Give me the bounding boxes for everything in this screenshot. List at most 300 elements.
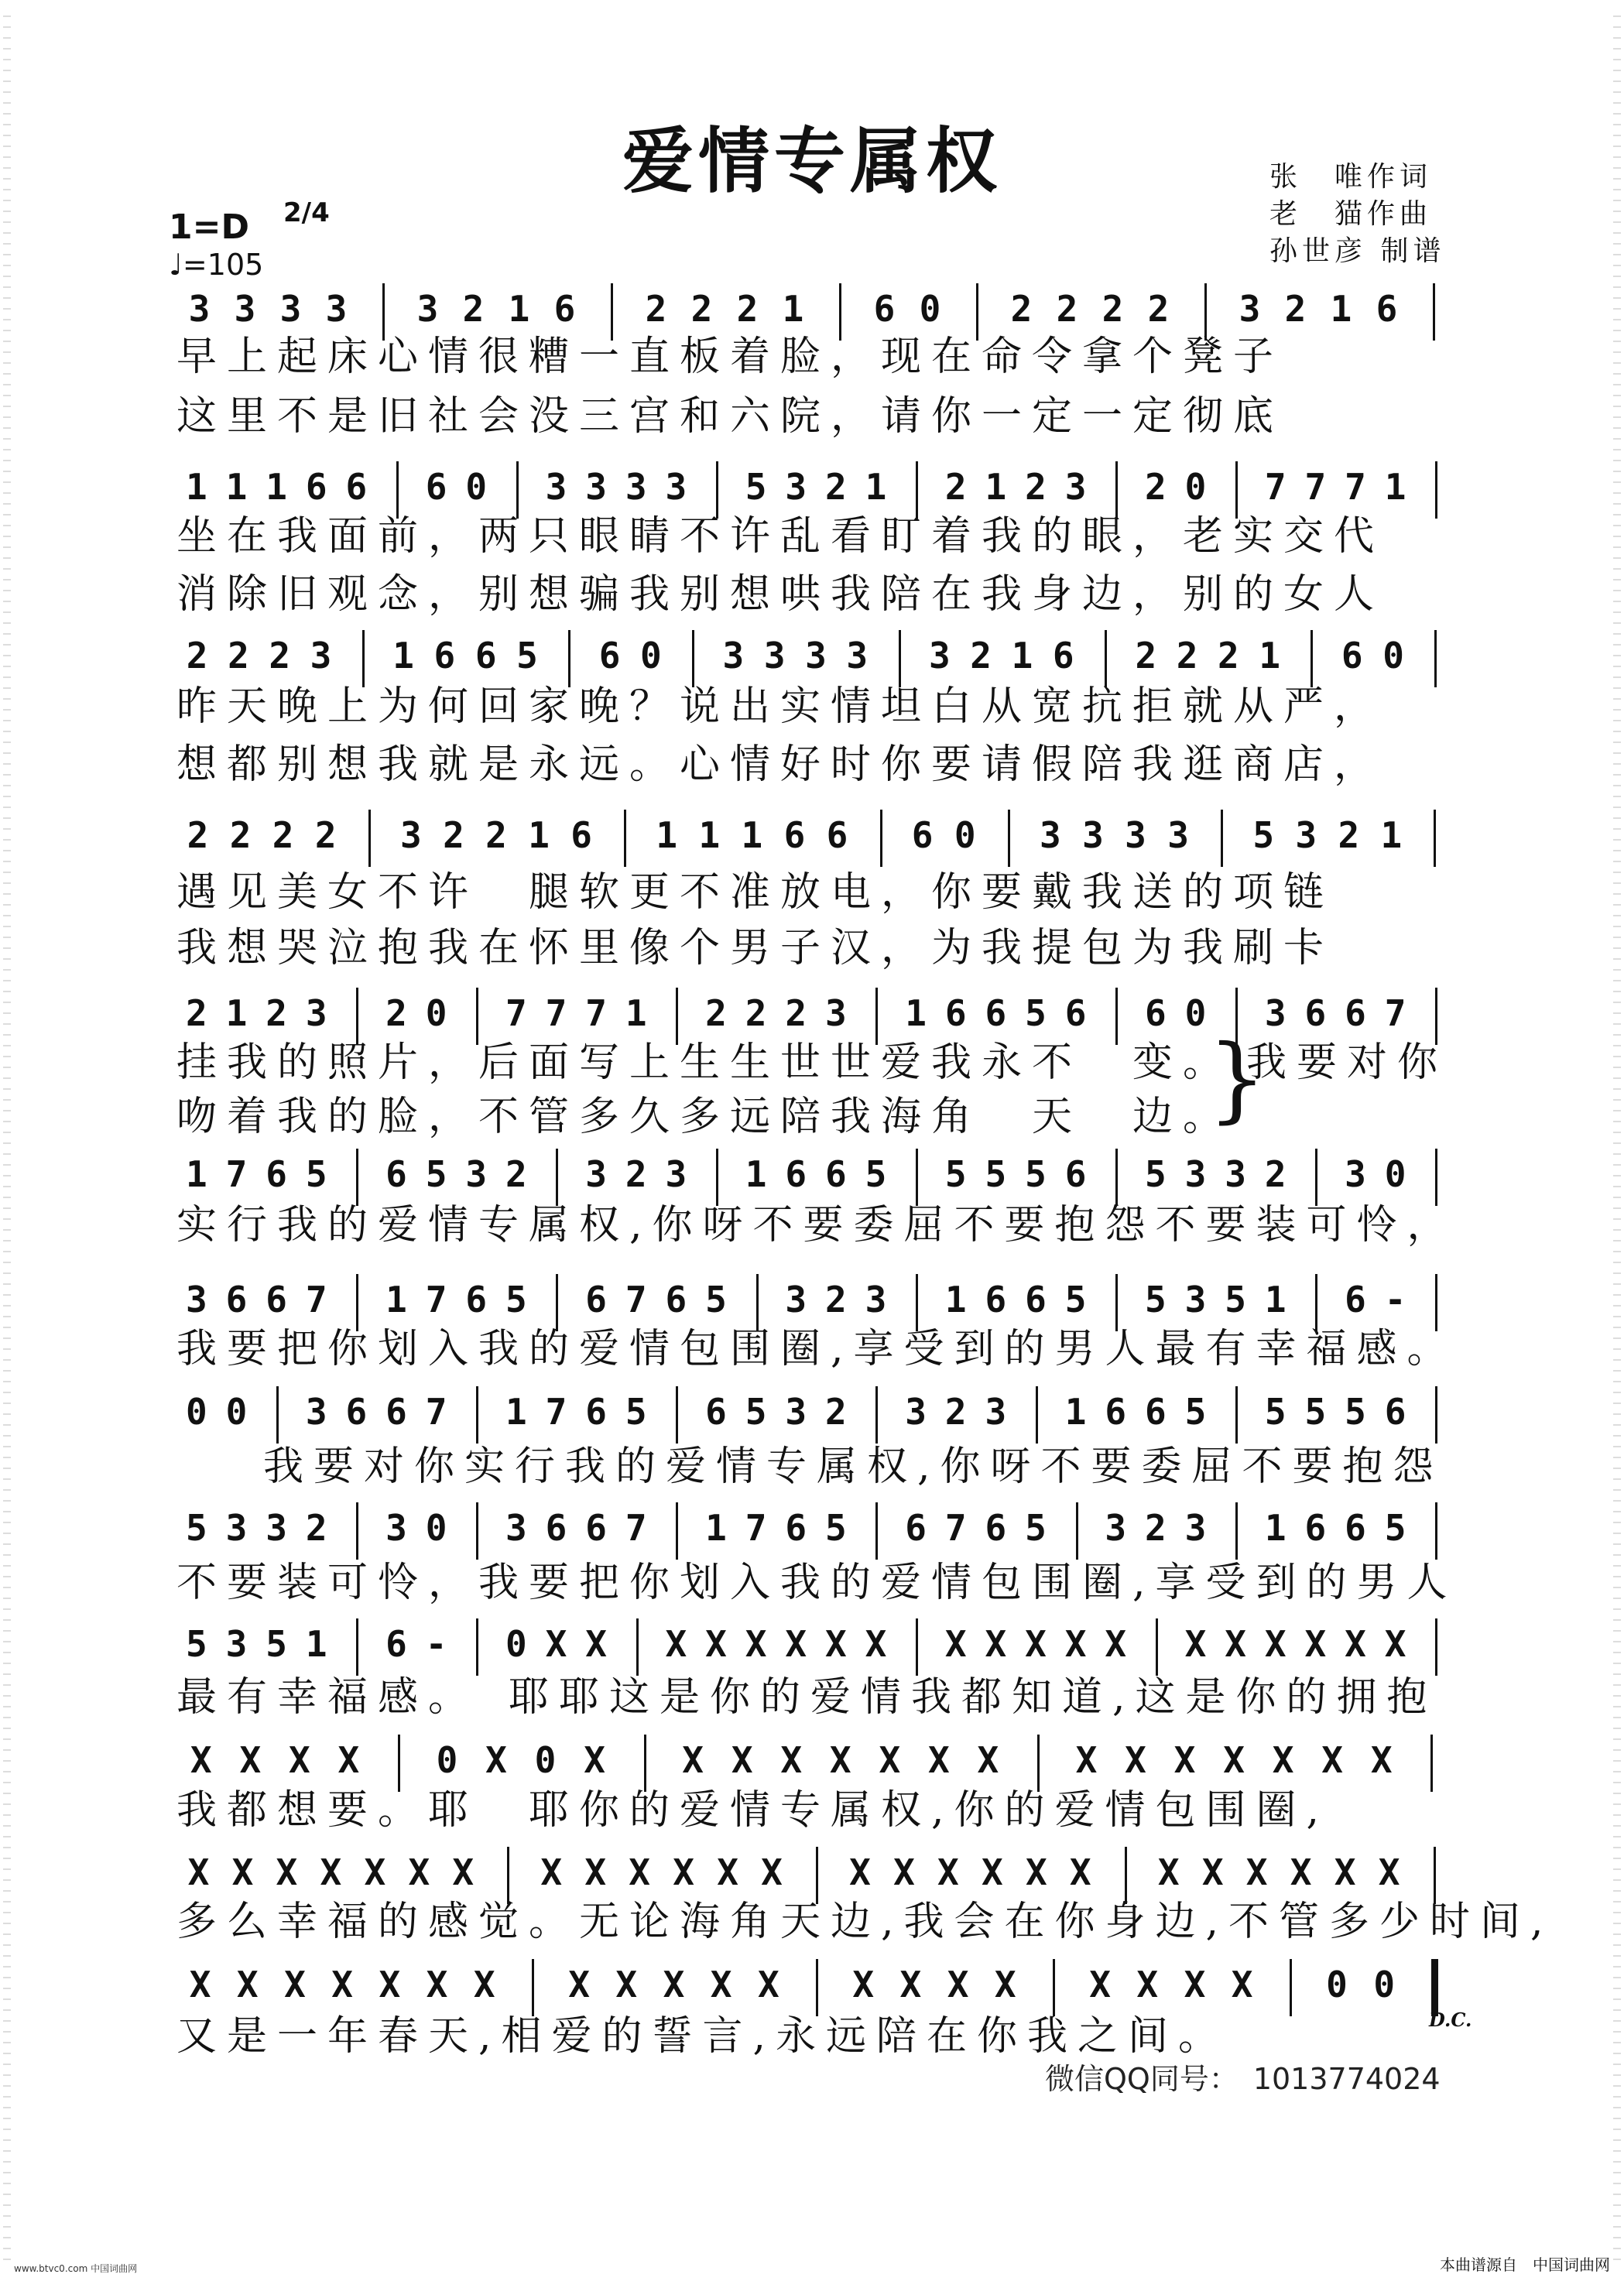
lyric-line: 我要把你划入我的爱情包围圈,享受到的男人最有幸福感。 <box>176 1326 1458 1372</box>
note: 5 <box>1025 1153 1047 1195</box>
note: 5 <box>1184 1391 1207 1433</box>
note: 3 <box>625 466 647 508</box>
rhythm-note: X <box>1245 1851 1268 1893</box>
note: 3 <box>1184 1279 1207 1320</box>
rhythm-note: X <box>757 1964 779 2005</box>
note: 2 <box>625 1153 647 1195</box>
note: 6 <box>783 814 806 856</box>
note: 6 <box>465 1279 488 1320</box>
note: 3 <box>585 466 607 508</box>
rhythm-note: X <box>1184 1623 1207 1665</box>
lyric-line: 又是一年春天,相爱的誓言,永远陪在你我之间。 <box>176 2013 1229 2060</box>
rhythm-note: X <box>540 1851 563 1893</box>
note: 1 <box>1264 1279 1287 1320</box>
note: 0 <box>1382 635 1404 676</box>
note: 2 <box>824 1279 847 1320</box>
note: 1 <box>508 288 530 330</box>
rhythm-note: X <box>236 1964 259 2005</box>
lyric-line: 最有幸福感。 耶耶这是你的爱情我都知道,这是你的拥抱 <box>176 1674 1437 1721</box>
note: 0 <box>225 1391 248 1433</box>
lyric-line: 坐在我面前，两只眼睛不许乱看盯着我的眼，老实交代 <box>176 513 1385 560</box>
note: 3 <box>785 1391 807 1433</box>
right-edge-pattern <box>1613 15 1621 2266</box>
note: 5 <box>266 1623 287 1665</box>
note: 2 <box>1144 466 1167 508</box>
rhythm-note: X <box>189 1964 211 2005</box>
rhythm-note: X <box>1201 1851 1224 1893</box>
rhythm-note: X <box>426 1964 448 2005</box>
tempo-mark: ♩=105 <box>169 248 264 282</box>
note: 3 <box>234 288 256 330</box>
note: 1 <box>782 288 804 330</box>
note: 5 <box>1025 992 1047 1034</box>
note: 6 <box>1304 992 1327 1034</box>
rhythm-note: X <box>829 1739 851 1781</box>
note: 5 <box>1252 814 1275 856</box>
time-signature <box>283 197 330 228</box>
note: 3 <box>585 1153 607 1195</box>
note: 1 <box>505 1391 527 1433</box>
note: 2 <box>266 992 287 1034</box>
lyric-line: 实行我的爱情专属权,你呀不要委屈不要抱怨不要装可怜， <box>176 1202 1458 1248</box>
rhythm-note: X <box>1025 1623 1047 1665</box>
note: 6 <box>985 1507 1007 1549</box>
note: 5 <box>1064 1279 1087 1320</box>
note: 7 <box>1304 466 1327 508</box>
note: 5 <box>745 1391 767 1433</box>
note: 1 <box>225 466 248 508</box>
note: 1 <box>1264 1507 1287 1549</box>
rhythm-note: X <box>473 1964 495 2005</box>
rhythm-note: X <box>710 1964 732 2005</box>
note: 3 <box>1295 814 1317 856</box>
lyric-pickup: 我要对你 <box>1246 1039 1448 1086</box>
note: 0 <box>1326 1964 1348 2005</box>
note: 7 <box>944 1507 967 1549</box>
note: 1 <box>1384 466 1406 508</box>
note: 1 <box>528 814 550 856</box>
note: 3 <box>929 635 951 676</box>
note: 2 <box>1056 288 1078 330</box>
note: 3 <box>545 466 567 508</box>
note: 6 <box>345 1391 368 1433</box>
page-title: 爱情专属权 <box>622 119 1002 203</box>
note: 2 <box>785 992 807 1034</box>
note: 0 <box>639 635 662 676</box>
note: 1 <box>985 466 1007 508</box>
arranger-credit: 孙世彦 制谱 <box>1269 235 1446 267</box>
note: 1 <box>185 466 207 508</box>
rhythm-note: X <box>1370 1739 1393 1781</box>
note: 5 <box>1144 1279 1167 1320</box>
note: 5 <box>1304 1391 1327 1433</box>
verse-brace: } <box>1208 1026 1267 1133</box>
rhythm-note: X <box>1290 1851 1312 1893</box>
note: 3 <box>225 1507 248 1549</box>
note: 3 <box>1184 1507 1207 1549</box>
note: 3 <box>824 992 847 1034</box>
note: 2 <box>736 288 759 330</box>
rhythm-note: X <box>331 1964 353 2005</box>
note: 6 <box>985 992 1007 1034</box>
note: 2 <box>229 814 252 856</box>
note: 1 <box>385 1279 407 1320</box>
note: - <box>425 1623 447 1665</box>
note: 6 <box>1345 1507 1366 1549</box>
note: 6 <box>585 1279 607 1320</box>
note: 6 <box>785 1507 807 1549</box>
note: 3 <box>305 992 327 1034</box>
note: 0 <box>1384 1153 1406 1195</box>
note: 7 <box>425 1391 447 1433</box>
note: 5 <box>705 1279 727 1320</box>
note: 1 <box>185 1153 207 1195</box>
note: 6 <box>944 992 967 1034</box>
note: 6 <box>553 288 576 330</box>
note: 6 <box>1144 992 1167 1034</box>
note: 3 <box>1040 814 1061 856</box>
note: 1 <box>625 992 647 1034</box>
note: 3 <box>785 466 807 508</box>
barline <box>1434 810 1436 867</box>
rhythm-note: X <box>284 1964 306 2005</box>
rhythm-note: X <box>231 1851 254 1893</box>
rhythm-note: X <box>288 1739 310 1781</box>
note: 1 <box>1330 288 1352 330</box>
note: 1 <box>266 466 287 508</box>
note: 3 <box>785 1279 807 1320</box>
lyric-line: 挂我的照片，后面写上生生世世爱我永不 变。 <box>176 1039 1234 1086</box>
note: 1 <box>225 992 248 1034</box>
note: 0 <box>1184 466 1207 508</box>
lyric-line: 这里不是旧社会没三宫和六院，请你一定一定彻底 <box>176 393 1284 440</box>
note: 2 <box>824 1391 847 1433</box>
note: 6 <box>824 1153 847 1195</box>
note: 7 <box>425 1279 447 1320</box>
note: 3 <box>1064 466 1087 508</box>
note: 2 <box>944 1391 967 1433</box>
note: 3 <box>225 1623 248 1665</box>
lyric-line: 遇见美女不许 腿软更不准放电，你要戴我送的项链 <box>176 869 1334 916</box>
note: 2 <box>1264 1153 1287 1195</box>
note: 5 <box>944 1153 967 1195</box>
note: 2 <box>690 288 713 330</box>
rhythm-note: X <box>1069 1851 1091 1893</box>
note: 6 <box>266 1279 287 1320</box>
rhythm-note: X <box>629 1851 650 1893</box>
note: 2 <box>1010 288 1033 330</box>
note: 6 <box>1105 1391 1127 1433</box>
rhythm-note: X <box>717 1851 738 1893</box>
note: 7 <box>545 1391 567 1433</box>
rhythm-note: X <box>1272 1739 1294 1781</box>
note: 3 <box>266 1507 287 1549</box>
note: 2 <box>1176 635 1198 676</box>
note: 6 <box>585 1507 607 1549</box>
note: 6 <box>911 814 934 856</box>
note: 6 <box>385 1153 407 1195</box>
note: 0 <box>425 1507 447 1549</box>
note: 2 <box>505 1153 527 1195</box>
note: 6 <box>905 1507 927 1549</box>
note: 5 <box>185 1507 207 1549</box>
rhythm-note: X <box>985 1623 1007 1665</box>
note: 2 <box>824 466 847 508</box>
note: 7 <box>625 1279 647 1320</box>
rhythm-note: X <box>1075 1739 1098 1781</box>
note: 6 <box>705 1391 727 1433</box>
lyric-line: 想都别想我就是永远。心情好时你要请假陪我逛商店， <box>176 741 1385 788</box>
rhythm-note: X <box>1184 1964 1206 2005</box>
note: 2 <box>228 635 249 676</box>
note: 3 <box>1125 814 1146 856</box>
note: 3 <box>1105 1507 1127 1549</box>
rhythm-note: X <box>879 1739 901 1781</box>
rhythm-note: X <box>379 1964 401 2005</box>
note: 6 <box>665 1279 687 1320</box>
rhythm-note: X <box>947 1964 969 2005</box>
note: 3 <box>1184 1153 1207 1195</box>
note: 1 <box>392 635 414 676</box>
rhythm-note: X <box>673 1851 694 1893</box>
rhythm-note: X <box>1173 1739 1196 1781</box>
note: 5 <box>625 1391 647 1433</box>
rhythm-note: X <box>1105 1623 1127 1665</box>
rhythm-note: X <box>190 1739 212 1781</box>
lyric-line: 不要装可怜，我要把你划入我的爱情包围圈,享受到的男人 <box>176 1560 1458 1606</box>
note: 2 <box>187 814 209 856</box>
rhythm-note: X <box>899 1964 922 2005</box>
rhythm-note: X <box>545 1623 567 1665</box>
rhythm-note: X <box>1223 1739 1245 1781</box>
rhythm-note: X <box>705 1623 727 1665</box>
note: 3 <box>805 635 827 676</box>
rhythm-note: X <box>780 1739 803 1781</box>
note: 2 <box>1284 288 1307 330</box>
note: 5 <box>745 466 767 508</box>
lyric-line: 吻着我的脸，不管多久多远陪我海角 天 边。 <box>176 1094 1234 1140</box>
note: 1 <box>1259 635 1281 676</box>
rhythm-note: X <box>977 1739 999 1781</box>
note: 3 <box>385 1507 407 1549</box>
rhythm-note: X <box>584 1851 607 1893</box>
note: 0 <box>505 1623 527 1665</box>
note: 1 <box>745 1153 767 1195</box>
footer-source <box>1440 2252 1610 2275</box>
note: 3 <box>188 288 211 330</box>
footer-site: www.btvc0.com 中国词曲网 <box>14 2263 138 2274</box>
rhythm-note: X <box>682 1739 704 1781</box>
note: 1 <box>1011 635 1033 676</box>
note: 5 <box>505 1279 527 1320</box>
rhythm-note: X <box>927 1739 950 1781</box>
rhythm-note: X <box>452 1851 475 1893</box>
rhythm-note: X <box>584 1739 605 1781</box>
rhythm-note: X <box>276 1851 298 1893</box>
note: 1 <box>865 466 887 508</box>
note: 3 <box>763 635 786 676</box>
note: 1 <box>305 1623 327 1665</box>
note: 5 <box>1384 1507 1406 1549</box>
note: 3 <box>665 1153 687 1195</box>
note: 7 <box>585 992 607 1034</box>
rhythm-note: X <box>364 1851 386 1893</box>
note: 2 <box>1338 814 1360 856</box>
note: 2 <box>745 992 767 1034</box>
note: 0 <box>954 814 976 856</box>
note: 3 <box>325 288 348 330</box>
barline <box>624 810 626 867</box>
lyric-line: 昨天晚上为何回家晚？说出实情坦白从宽抗拒就从严， <box>176 683 1385 730</box>
composer-credit: 老 猫作曲 <box>1269 198 1433 230</box>
note: 0 <box>436 1739 458 1781</box>
rhythm-note: X <box>1225 1623 1246 1665</box>
note: 0 <box>465 466 488 508</box>
note: 2 <box>1144 1507 1167 1549</box>
note: 6 <box>1341 635 1363 676</box>
rhythm-note: X <box>944 1623 967 1665</box>
rhythm-note: X <box>731 1739 753 1781</box>
note: 5 <box>516 635 538 676</box>
note: 6 <box>425 466 447 508</box>
note: 3 <box>665 466 687 508</box>
note: 3 <box>279 288 302 330</box>
note: - <box>1384 1279 1406 1320</box>
note: 5 <box>865 1153 887 1195</box>
note: 5 <box>185 1623 207 1665</box>
barline <box>1008 810 1010 867</box>
rhythm-note: X <box>663 1964 685 2005</box>
note: 2 <box>645 288 667 330</box>
lyric-line: 消除旧观念，别想骗我别想哄我陪在我身边，别的女人 <box>176 571 1385 618</box>
rhythm-note: X <box>1304 1623 1327 1665</box>
note: 0 <box>185 1391 207 1433</box>
note: 7 <box>745 1507 767 1549</box>
note: 1 <box>905 992 927 1034</box>
rhythm-note: X <box>408 1851 430 1893</box>
note: 2 <box>269 635 291 676</box>
note: 0 <box>534 1739 557 1781</box>
lyric-line: 我都想要。耶 耶你的爱情专属权,你的爱情包围圈, <box>176 1787 1330 1834</box>
note: 6 <box>585 1391 607 1433</box>
rhythm-note: X <box>665 1623 687 1665</box>
lyric-line: 多么幸福的感觉。无论海角天边,我会在你身边,不管多少时间, <box>176 1899 1554 1945</box>
note: 6 <box>785 1153 807 1195</box>
note: 1 <box>1380 814 1403 856</box>
rhythm-note: X <box>337 1739 360 1781</box>
note: 6 <box>1025 1279 1047 1320</box>
rhythm-note: X <box>1321 1739 1343 1781</box>
rhythm-note: X <box>865 1623 887 1665</box>
note: 3 <box>1264 992 1287 1034</box>
note: 6 <box>1376 288 1398 330</box>
rhythm-note: X <box>745 1623 767 1665</box>
note: 1 <box>944 1279 967 1320</box>
note: 5 <box>1264 1391 1287 1433</box>
note: 6 <box>1345 992 1366 1034</box>
note: 6 <box>570 814 592 856</box>
note: 5 <box>425 1153 447 1195</box>
rhythm-note: X <box>1136 1964 1159 2005</box>
rhythm-note: X <box>239 1739 262 1781</box>
note: 3 <box>1167 814 1189 856</box>
note: 2 <box>314 814 337 856</box>
rhythm-note: X <box>1064 1623 1087 1665</box>
note: 2 <box>1025 466 1047 508</box>
note: 2 <box>944 466 967 508</box>
rhythm-note: X <box>852 1964 875 2005</box>
note: 7 <box>505 992 527 1034</box>
note: 2 <box>1147 288 1170 330</box>
note: 3 <box>400 814 422 856</box>
dc-mark: D.C. <box>1429 2009 1472 2031</box>
note: 5 <box>1025 1507 1047 1549</box>
time-signature-text: 2/4 <box>283 197 330 228</box>
note: 3 <box>905 1391 927 1433</box>
note: 2 <box>1218 635 1239 676</box>
note: 6 <box>266 1153 287 1195</box>
rhythm-note: X <box>1231 1964 1253 2005</box>
rhythm-note: X <box>320 1851 342 1893</box>
rhythm-note: X <box>1089 1964 1111 2005</box>
rhythm-note: X <box>1334 1851 1356 1893</box>
note: 2 <box>705 992 727 1034</box>
rhythm-note: X <box>1384 1623 1406 1665</box>
rhythm-note: X <box>615 1964 638 2005</box>
left-edge-pattern <box>3 15 11 2266</box>
rhythm-note: X <box>1157 1851 1180 1893</box>
note: 3 <box>185 1279 207 1320</box>
rhythm-note: X <box>824 1623 847 1665</box>
note: 2 <box>1102 288 1124 330</box>
note: 2 <box>186 635 208 676</box>
note: 6 <box>1345 1279 1366 1320</box>
note: 6 <box>1064 1153 1087 1195</box>
rhythm-note: X <box>1125 1739 1146 1781</box>
note: 3 <box>985 1391 1007 1433</box>
note: 6 <box>1052 635 1074 676</box>
note: 2 <box>272 814 294 856</box>
note: 3 <box>1239 288 1261 330</box>
note: 2 <box>485 814 507 856</box>
note: 6 <box>1384 1391 1406 1433</box>
note: 6 <box>305 466 327 508</box>
rhythm-note: X <box>1264 1623 1287 1665</box>
note: 3 <box>846 635 869 676</box>
rhythm-note: X <box>937 1851 959 1893</box>
lyric-line: 早上起床心情很糟一直板着脸，现在命令拿个凳子 <box>176 334 1284 380</box>
note: 3 <box>310 635 332 676</box>
note: 1 <box>656 814 678 856</box>
note: 6 <box>1304 1507 1327 1549</box>
note: 2 <box>185 992 207 1034</box>
note: 0 <box>919 288 941 330</box>
note: 3 <box>305 1391 327 1433</box>
note: 1 <box>1064 1391 1087 1433</box>
lyric-line: 我要对你实行我的爱情专属权,你呀不要委屈不要抱怨 <box>263 1444 1444 1490</box>
note: 7 <box>1384 992 1406 1034</box>
note: 3 <box>865 1279 887 1320</box>
rhythm-note: X <box>1025 1851 1047 1893</box>
note: 6 <box>385 1391 407 1433</box>
rhythm-note: X <box>568 1964 590 2005</box>
note: 6 <box>345 466 368 508</box>
note: 5 <box>824 1507 847 1549</box>
note: 7 <box>1264 466 1287 508</box>
rhythm-note: X <box>585 1623 607 1665</box>
rhythm-note: X <box>761 1851 783 1893</box>
note: 7 <box>545 992 567 1034</box>
